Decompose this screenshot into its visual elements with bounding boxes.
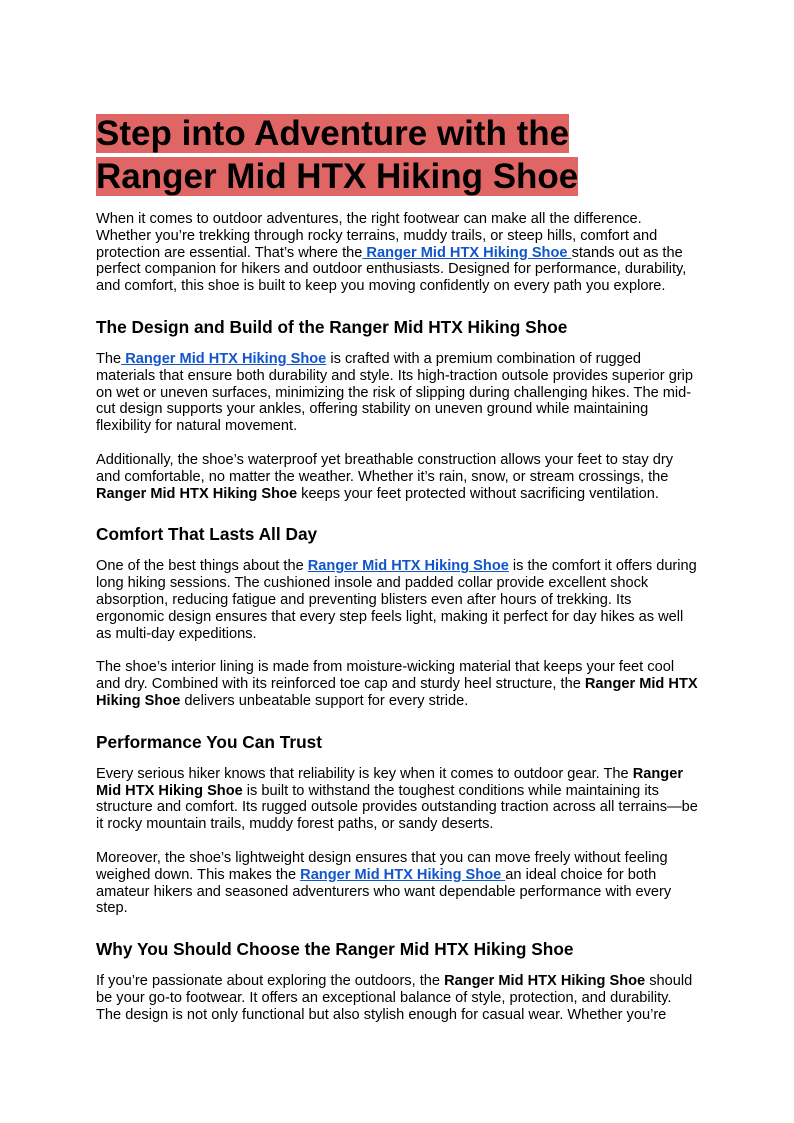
product-name-bold: Ranger Mid HTX Hiking Shoe [96, 676, 698, 709]
intro-text-cont: stands out as the perfect companion for hikers and outdoor enthusiasts. Designed for performance, durability, and comfort, this shoe is built to keep you moving confidently on every path you explore. [96, 244, 687, 295]
document-page [96, 112, 700, 1024]
product-link[interactable]: Ranger Mid HTX Hiking Shoe [300, 866, 506, 883]
paragraph-text: an ideal choice for both amateur hikers and seasoned adventurers who want dependable performance with every step. [96, 866, 672, 917]
design-paragraph-1 [96, 351, 700, 435]
comfort-paragraph-1 [96, 558, 700, 642]
section-heading-why-choose: Why You Should Choose the Ranger Mid HTX Hiking Shoe [96, 939, 574, 960]
title-line-1: Step into Adventure with the [96, 114, 570, 153]
paragraph-text: is crafted with a premium combination of rugged materials that ensure both durability and style. Its high-traction outsole provides superior grip on wet or uneven surfaces, minimizing the risk of slipping during challenging hikes. The mid-cut design supports your ankles, offering stability on uneven ground while maintaining flexibility for natural movement. [96, 350, 694, 435]
paragraph-text: delivers unbeatable support for every stride. [180, 692, 469, 709]
paragraph-text: The [96, 350, 122, 367]
paragraph-text: should be your go-to footwear. It offers an exceptional balance of style, protection, and durability. The design is not only functional but also stylish enough for casual wear. Whether you’re [96, 973, 693, 1023]
paragraph-text: One of the best things about the [96, 558, 308, 575]
product-link[interactable]: Ranger Mid HTX Hiking Shoe [307, 558, 509, 575]
product-name-bold: Ranger Mid HTX Hiking Shoe [444, 973, 646, 990]
paragraph-text: is the comfort it offers during long hiking sessions. The cushioned insole and padded collar provide excellent shock absorption, reducing fatigue and preventing blisters even after hours of trekking. Its ergonomic design ensures that every step feels light, making it perfect for day hikes as well as multi-day expeditions. [96, 558, 697, 642]
comfort-paragraph-2 [96, 659, 700, 709]
section-heading-performance: Performance You Can Trust [96, 731, 322, 752]
why-choose-paragraph-1 [96, 973, 700, 1023]
product-link[interactable]: Ranger Mid HTX Hiking Shoe [121, 350, 327, 367]
performance-paragraph-1 [96, 766, 700, 833]
performance-paragraph-2 [96, 850, 700, 917]
paragraph-text: Every serious hiker knows that reliability is key when it comes to outdoor gear. The [96, 765, 633, 782]
paragraph-text: Additionally, the shoe’s waterproof yet breathable construction allows your feet to stay dry and comfortable, no matter the weather. Whether it’s rain, snow, or stream crossings, the [96, 451, 674, 485]
intro-paragraph [96, 211, 700, 295]
section-heading-design: The Design and Build of the Ranger Mid HTX Hiking Shoe [96, 316, 568, 337]
paragraph-text: is built to withstand the toughest conditions while maintaining its structure and comfort. Its rugged outsole provides outstanding traction across all terrains—be it rocky mountain trails, muddy forest paths, or sandy deserts. [96, 782, 698, 833]
product-name-bold: Ranger Mid HTX Hiking Shoe [96, 485, 298, 502]
intro-text: When it comes to outdoor adventures, the right footwear can make all the difference. Whether you’re trekking through rocky terrains, muddy trails, or steep hills, comfort and protection are essential. That’s where the [96, 211, 658, 261]
page-title [96, 112, 700, 198]
product-name-bold: Ranger Mid HTX Hiking Shoe [96, 765, 683, 799]
paragraph-text: Moreover, the shoe’s lightweight design ensures that you can move freely without feeling weighed down. This makes the [96, 849, 668, 883]
paragraph-text: If you’re passionate about exploring the outdoors, the [96, 973, 445, 990]
design-paragraph-2 [96, 452, 700, 502]
paragraph-text: The shoe’s interior lining is made from moisture-wicking material that keeps your feet cool and dry. Combined with its reinforced toe cap and sturdy heel structure, the [96, 659, 675, 693]
title-line-2: Ranger Mid HTX Hiking Shoe [96, 157, 579, 196]
section-heading-comfort: Comfort That Lasts All Day [96, 524, 318, 545]
product-link[interactable]: Ranger Mid HTX Hiking Shoe [362, 244, 572, 261]
paragraph-text: keeps your feet protected without sacrificing ventilation. [297, 485, 659, 502]
